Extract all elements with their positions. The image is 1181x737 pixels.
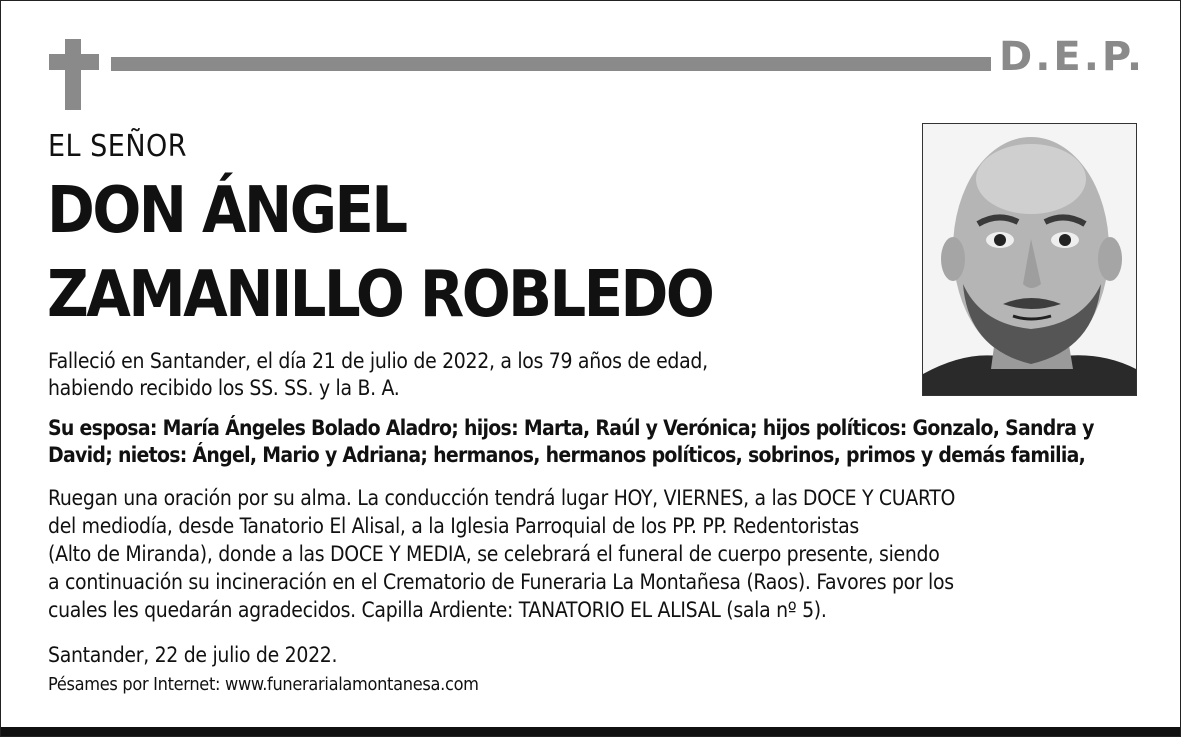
header-rule: [111, 57, 991, 71]
family-line2: David; nietos: Ángel, Mario y Adriana; hermanos, hermanos políticos, sobrinos, primos y demás familia,: [48, 443, 1086, 467]
ceremony-line5: cuales les quedarán agradecidos. Capilla Ardiente: TANATORIO EL ALISAL (sala nº 5).: [48, 598, 827, 622]
portrait-image: [923, 124, 1136, 395]
death-notice-line1: Falleció en Santander, el día 21 de julio de 2022, a los 79 años de edad,: [48, 349, 708, 373]
bottom-band: [1, 727, 1180, 736]
condolences-line: Pésames por Internet: www.funerarialamontanesa.com: [48, 674, 479, 695]
death-notice-line2: habiendo recibido los SS. SS. y la B. A.: [48, 376, 400, 400]
deceased-name-line2: ZAMANILLO ROBLEDO: [47, 258, 713, 332]
ceremony-line4: a continuación su incineración en el Crematorio de Funeraria La Montañesa (Raos). Favores por los: [48, 570, 954, 594]
portrait-photo: [922, 123, 1137, 396]
deceased-name-line1: DON ÁNGEL: [47, 174, 406, 248]
ceremony-line2: del mediodía, desde Tanatorio El Alisal, a la Iglesia Parroquial de los PP. PP. Redentoristas: [48, 514, 859, 538]
dep-label: D.E.P.: [999, 34, 1146, 80]
family-line1: Su esposa: María Ángeles Bolado Aladro; hijos: Marta, Raúl y Verónica; hijos políticos: Gonzalo, Sandra y: [48, 416, 1094, 440]
date-line: Santander, 22 de julio de 2022.: [48, 643, 338, 667]
ceremony-line3: (Alto de Miranda), donde a las DOCE Y MEDIA, se celebrará el funeral de cuerpo presente, siendo: [48, 542, 940, 566]
intro-title: EL SEÑOR: [48, 129, 188, 164]
ceremony-line1: Ruegan una oración por su alma. La conducción tendrá lugar HOY, VIERNES, a las DOCE Y CUARTO: [48, 486, 956, 510]
cross-icon: [65, 39, 81, 110]
cross-icon-bar: [49, 54, 99, 70]
